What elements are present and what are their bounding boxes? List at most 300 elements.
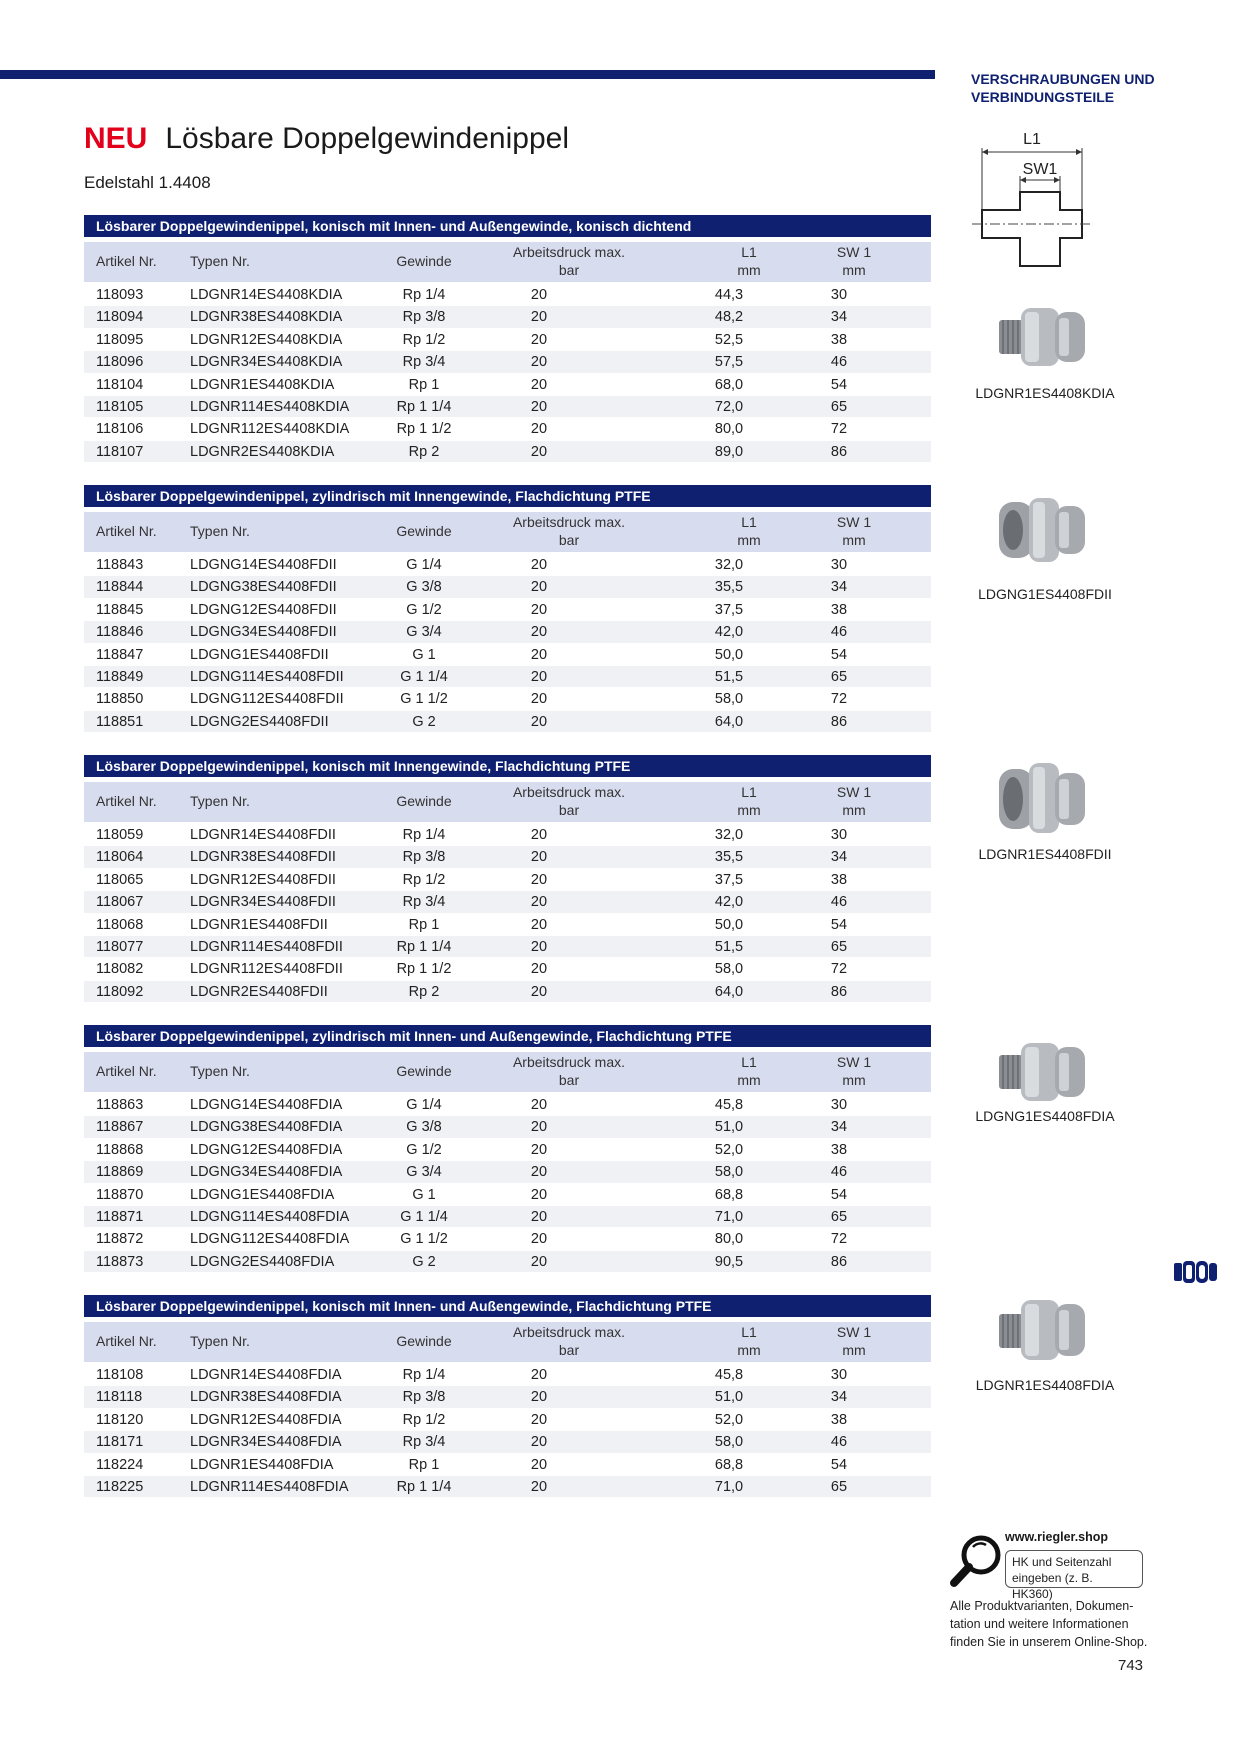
l1-cell: 68,0 <box>714 376 744 393</box>
typen-cell: LDGNR14ES4408FDII <box>190 827 336 843</box>
l1-cell: 44,3 <box>714 287 744 303</box>
col-gewinde: Gewinde <box>396 253 452 269</box>
section-header: Lösbarer Doppelgewindenippel, zylindrisch mit Innengewinde, Flachdichtung PTFE <box>84 485 931 507</box>
typen-cell: LDGNR114ES4408FDII <box>190 938 343 955</box>
sw-cell: 72 <box>830 691 848 708</box>
gewinde-cell: Rp 2 <box>408 983 440 1000</box>
table-row <box>84 1386 931 1408</box>
table-section-3 <box>84 755 931 1003</box>
sw-cell: 54 <box>830 376 848 393</box>
artikel-cell: 118871 <box>96 1208 144 1225</box>
druck-cell: 20 <box>530 1097 548 1113</box>
sw-cell: 30 <box>830 1367 848 1383</box>
druck-cell: 20 <box>530 624 548 641</box>
artikel-cell: 118094 <box>96 309 144 326</box>
l1-cell: 58,0 <box>714 1164 744 1181</box>
gewinde-cell: Rp 1/4 <box>402 827 446 843</box>
sw-cell: 38 <box>830 871 848 888</box>
typen-cell: LDGNG1ES4408FDIA <box>190 1186 335 1203</box>
col-typen: Typen Nr. <box>190 1063 250 1079</box>
sw-cell: 46 <box>830 1164 848 1181</box>
product-label-1: LDGNR1ES4408KDIA <box>975 385 1115 401</box>
gewinde-cell: Rp 2 <box>408 443 440 460</box>
product-label-5: LDGNR1ES4408FDIA <box>975 1377 1115 1393</box>
table-row <box>84 1431 931 1453</box>
shop-url[interactable]: www.riegler.shop <box>1005 1530 1109 1544</box>
druck-cell: 20 <box>530 1389 548 1406</box>
table-row <box>84 396 931 418</box>
col-sw-unit: mm <box>842 1342 866 1358</box>
column-header-row <box>84 782 931 822</box>
fitting-photo <box>995 757 1091 839</box>
sw-cell: 30 <box>830 827 848 843</box>
shop-hint-line-1: HK und Seitenzahl <box>1012 1555 1112 1569</box>
table-row <box>84 1251 931 1273</box>
typen-cell: LDGNG34ES4408FDIA <box>190 1164 343 1181</box>
artikel-cell: 118095 <box>96 331 144 348</box>
typen-cell: LDGNG112ES4408FDIA <box>190 1231 350 1248</box>
artikel-cell: 118104 <box>96 376 144 393</box>
page-title <box>84 122 569 162</box>
typen-cell: LDGNR114ES4408FDIA <box>190 1478 349 1495</box>
col-l1-unit: mm <box>737 802 761 818</box>
col-druck: Arbeitsdruck max. <box>512 1324 626 1340</box>
gewinde-cell: G 1 <box>412 646 436 663</box>
shop-note <box>950 1597 1160 1651</box>
col-l1: L1 <box>741 514 757 530</box>
druck-cell: 20 <box>530 1119 548 1136</box>
magnifier-icon <box>948 1533 1004 1589</box>
sw-cell: 65 <box>830 668 848 685</box>
l1-cell: 72,0 <box>714 398 744 415</box>
table-row <box>84 1116 931 1138</box>
table-row <box>84 1161 931 1183</box>
druck-cell: 20 <box>530 309 548 326</box>
artikel-cell: 118863 <box>96 1097 144 1113</box>
gewinde-cell: Rp 1/4 <box>402 287 446 303</box>
sw-cell: 46 <box>830 354 848 371</box>
table-row <box>84 1364 931 1386</box>
gewinde-cell: Rp 3/4 <box>402 1434 446 1451</box>
table-row <box>84 284 931 306</box>
col-l1: L1 <box>741 1054 757 1070</box>
sw-cell: 54 <box>830 646 848 663</box>
gewinde-cell: G 1/4 <box>406 557 442 573</box>
gewinde-cell: G 1 1/2 <box>400 691 448 708</box>
l1-cell: 52,0 <box>714 1141 744 1158</box>
typen-cell: LDGNR2ES4408FDII <box>190 983 328 1000</box>
l1-cell: 89,0 <box>714 443 744 460</box>
col-sw: SW 1 <box>836 244 872 260</box>
druck-cell: 20 <box>530 557 548 573</box>
shop-note-line-3: finden Sie in unserem Online-Shop. <box>950 1635 1148 1649</box>
druck-cell: 20 <box>530 421 548 438</box>
fitting-photo <box>995 300 1091 372</box>
typen-cell: LDGNR38ES4408FDIA <box>190 1389 342 1406</box>
druck-cell: 20 <box>530 579 548 596</box>
l1-cell: 42,0 <box>714 624 744 641</box>
col-typen: Typen Nr. <box>190 253 250 269</box>
col-l1-unit: mm <box>737 262 761 278</box>
gewinde-cell: Rp 1 1/4 <box>396 1478 452 1495</box>
table-row <box>84 441 931 463</box>
table-row <box>84 914 931 936</box>
fitting-diagram <box>970 128 1095 270</box>
sw-cell: 34 <box>830 309 848 326</box>
druck-cell: 20 <box>530 1164 548 1181</box>
table-row <box>84 936 931 958</box>
shop-hint-line-2: eingeben (z. B. HK360) <box>1012 1571 1093 1601</box>
typen-cell: LDGNG34ES4408FDII <box>190 624 337 641</box>
col-artikel: Artikel Nr. <box>96 793 157 809</box>
typen-cell: LDGNG2ES4408FDII <box>190 713 329 730</box>
artikel-cell: 118105 <box>96 398 144 415</box>
catalog-tab-icon <box>1174 1260 1218 1284</box>
top-rule <box>0 70 935 79</box>
shop-search-hint <box>1005 1550 1143 1601</box>
sw-cell: 65 <box>830 398 848 415</box>
col-druck-unit: bar <box>558 532 580 548</box>
l1-cell: 42,0 <box>714 894 744 911</box>
sw-cell: 86 <box>830 983 848 1000</box>
l1-cell: 45,8 <box>714 1367 744 1383</box>
l1-cell: 80,0 <box>714 1231 744 1248</box>
druck-cell: 20 <box>530 961 548 978</box>
artikel-cell: 118082 <box>96 961 144 978</box>
l1-cell: 35,5 <box>714 579 744 596</box>
druck-cell: 20 <box>530 827 548 843</box>
gewinde-cell: G 1 1/4 <box>400 668 448 685</box>
artikel-cell: 118849 <box>96 668 144 685</box>
sw-cell: 86 <box>830 1253 848 1270</box>
artikel-cell: 118225 <box>96 1478 144 1495</box>
druck-cell: 20 <box>530 894 548 911</box>
col-druck-unit: bar <box>558 1072 580 1088</box>
typen-cell: LDGNR14ES4408KDIA <box>190 287 343 303</box>
gewinde-cell: Rp 1 1/4 <box>396 398 452 415</box>
table-row <box>84 1454 931 1476</box>
table-row <box>84 644 931 666</box>
artikel-cell: 118171 <box>96 1434 144 1451</box>
l1-cell: 64,0 <box>714 983 744 1000</box>
section-header: Lösbarer Doppelgewindenippel, konisch mit Innen- und Außengewinde, Flachdichtung PTFE <box>84 1295 931 1317</box>
artikel-cell: 118870 <box>96 1186 144 1203</box>
product-label-4: LDGNG1ES4408FDIA <box>975 1108 1115 1124</box>
sw-cell: 38 <box>830 1141 848 1158</box>
l1-cell: 68,8 <box>714 1186 744 1203</box>
table-row <box>84 621 931 643</box>
druck-cell: 20 <box>530 849 548 866</box>
artikel-cell: 118065 <box>96 871 144 888</box>
gewinde-cell: Rp 1 1/2 <box>396 961 452 978</box>
gewinde-cell: G 1/2 <box>406 1141 442 1158</box>
l1-cell: 52,0 <box>714 1411 744 1428</box>
druck-cell: 20 <box>530 1434 548 1451</box>
gewinde-cell: G 3/8 <box>406 1119 442 1136</box>
page-number: 743 <box>1118 1657 1144 1674</box>
table-row <box>84 846 931 868</box>
l1-cell: 52,5 <box>714 331 744 348</box>
gewinde-cell: Rp 1/2 <box>402 1411 446 1428</box>
typen-cell: LDGNR34ES4408KDIA <box>190 354 343 371</box>
col-druck: Arbeitsdruck max. <box>512 514 626 530</box>
druck-cell: 20 <box>530 916 548 933</box>
fitting-photo <box>995 1035 1091 1107</box>
col-druck-unit: bar <box>558 262 580 278</box>
gewinde-cell: Rp 3/8 <box>402 1389 446 1406</box>
artikel-cell: 118068 <box>96 916 144 933</box>
col-l1: L1 <box>741 244 757 260</box>
l1-cell: 32,0 <box>714 557 744 573</box>
typen-cell: LDGNR34ES4408FDII <box>190 894 336 911</box>
gewinde-cell: G 1 1/2 <box>400 1231 448 1248</box>
sw-cell: 38 <box>830 601 848 618</box>
shop-note-line-1: Alle Produktvarianten, Dokumen- <box>950 1599 1134 1613</box>
artikel-cell: 118850 <box>96 691 144 708</box>
typen-cell: LDGNR1ES4408KDIA <box>190 376 335 393</box>
section-header: Lösbarer Doppelgewindenippel, zylindrisch mit Innen- und Außengewinde, Flachdichtung PTFE <box>84 1025 931 1047</box>
table-row <box>84 666 931 688</box>
shop-note-line-2: tation und weitere Informationen <box>950 1617 1129 1631</box>
gewinde-cell: Rp 1/4 <box>402 1367 446 1383</box>
section-label-line-1: VERSCHRAUBUNGEN UND <box>971 71 1155 87</box>
col-l1: L1 <box>741 1324 757 1340</box>
section-label <box>971 70 1211 106</box>
table-row <box>84 554 931 576</box>
sw-cell: 54 <box>830 1456 848 1473</box>
typen-cell: LDGNG1ES4408FDII <box>190 646 329 663</box>
col-sw-unit: mm <box>842 532 866 548</box>
artikel-cell: 118867 <box>96 1119 144 1136</box>
col-sw: SW 1 <box>836 1054 872 1070</box>
druck-cell: 20 <box>530 691 548 708</box>
sw-cell: 46 <box>830 894 848 911</box>
table-body <box>84 1094 931 1273</box>
l1-cell: 51,5 <box>714 938 744 955</box>
typen-cell: LDGNG112ES4408FDII <box>190 691 344 708</box>
page-subtitle: Edelstahl 1.4408 <box>84 173 211 192</box>
table-row <box>84 688 931 710</box>
col-gewinde: Gewinde <box>396 1063 452 1079</box>
druck-cell: 20 <box>530 668 548 685</box>
gewinde-cell: G 2 <box>412 1253 436 1270</box>
typen-cell: LDGNR38ES4408FDII <box>190 849 336 866</box>
typen-cell: LDGNR114ES4408KDIA <box>190 398 350 415</box>
gewinde-cell: G 1/2 <box>406 601 442 618</box>
col-l1-unit: mm <box>737 1072 761 1088</box>
gewinde-cell: G 1 1/4 <box>400 1208 448 1225</box>
table-row <box>84 1476 931 1498</box>
col-druck-unit: bar <box>558 1342 580 1358</box>
table-row <box>84 958 931 980</box>
artikel-cell: 118869 <box>96 1164 144 1181</box>
sw-cell: 34 <box>830 579 848 596</box>
col-artikel: Artikel Nr. <box>96 253 157 269</box>
typen-cell: LDGNG12ES4408FDII <box>190 601 337 618</box>
sw-cell: 72 <box>830 961 848 978</box>
column-header-row <box>84 512 931 552</box>
sw-cell: 38 <box>830 331 848 348</box>
gewinde-cell: Rp 1 1/2 <box>396 421 452 438</box>
fitting-photo <box>995 1292 1091 1366</box>
col-druck: Arbeitsdruck max. <box>512 784 626 800</box>
typen-cell: LDGNR2ES4408KDIA <box>190 443 335 460</box>
artikel-cell: 118844 <box>96 579 144 596</box>
gewinde-cell: Rp 3/8 <box>402 849 446 866</box>
col-sw: SW 1 <box>836 1324 872 1340</box>
druck-cell: 20 <box>530 713 548 730</box>
typen-cell: LDGNR112ES4408FDII <box>190 961 343 978</box>
table-section-1 <box>84 215 931 463</box>
table-body <box>84 1364 931 1498</box>
typen-cell: LDGNG38ES4408FDII <box>190 579 337 596</box>
table-row <box>84 1139 931 1161</box>
typen-cell: LDGNR1ES4408FDIA <box>190 1456 334 1473</box>
typen-cell: LDGNG114ES4408FDIA <box>190 1208 350 1225</box>
diagram-l1-label: L1 <box>1023 131 1041 148</box>
druck-cell: 20 <box>530 1208 548 1225</box>
l1-cell: 68,8 <box>714 1456 744 1473</box>
l1-cell: 50,0 <box>714 916 744 933</box>
table-row <box>84 329 931 351</box>
table-row <box>84 599 931 621</box>
artikel-cell: 118845 <box>96 601 144 618</box>
table-row <box>84 351 931 373</box>
col-artikel: Artikel Nr. <box>96 523 157 539</box>
table-row <box>84 1409 931 1431</box>
artikel-cell: 118120 <box>96 1411 144 1428</box>
gewinde-cell: Rp 1 1/4 <box>396 938 452 955</box>
typen-cell: LDGNR1ES4408FDII <box>190 916 328 933</box>
table-row <box>84 869 931 891</box>
l1-cell: 35,5 <box>714 849 744 866</box>
artikel-cell: 118846 <box>96 624 144 641</box>
druck-cell: 20 <box>530 287 548 303</box>
typen-cell: LDGNR12ES4408FDII <box>190 871 336 888</box>
l1-cell: 58,0 <box>714 1434 744 1451</box>
sw-cell: 54 <box>830 916 848 933</box>
sw-cell: 34 <box>830 849 848 866</box>
section-header: Lösbarer Doppelgewindenippel, konisch mit Innengewinde, Flachdichtung PTFE <box>84 755 931 777</box>
l1-cell: 48,2 <box>714 309 744 326</box>
table-row <box>84 1228 931 1250</box>
gewinde-cell: Rp 3/4 <box>402 894 446 911</box>
artikel-cell: 118847 <box>96 646 144 663</box>
sw-cell: 34 <box>830 1119 848 1136</box>
l1-cell: 80,0 <box>714 421 744 438</box>
title-text: Lösbare Doppelgewindenippel <box>165 122 569 155</box>
druck-cell: 20 <box>530 1411 548 1428</box>
sw-cell: 72 <box>830 421 848 438</box>
druck-cell: 20 <box>530 1231 548 1248</box>
l1-cell: 45,8 <box>714 1097 744 1113</box>
gewinde-cell: G 3/8 <box>406 579 442 596</box>
typen-cell: LDGNR112ES4408KDIA <box>190 421 350 438</box>
gewinde-cell: G 1 <box>412 1186 436 1203</box>
l1-cell: 50,0 <box>714 646 744 663</box>
table-body <box>84 824 931 1003</box>
artikel-cell: 118118 <box>96 1389 143 1406</box>
gewinde-cell: G 3/4 <box>406 1164 442 1181</box>
gewinde-cell: Rp 1 <box>408 1456 440 1473</box>
col-sw: SW 1 <box>836 514 872 530</box>
col-druck: Arbeitsdruck max. <box>512 244 626 260</box>
typen-cell: LDGNR12ES4408KDIA <box>190 331 343 348</box>
artikel-cell: 118077 <box>96 938 144 955</box>
table-row <box>84 1206 931 1228</box>
sw-cell: 30 <box>830 557 848 573</box>
col-sw-unit: mm <box>842 802 866 818</box>
column-header-row <box>84 1052 931 1092</box>
druck-cell: 20 <box>530 1478 548 1495</box>
gewinde-cell: G 1/4 <box>406 1097 442 1113</box>
l1-cell: 32,0 <box>714 827 744 843</box>
table-row <box>84 981 931 1003</box>
artikel-cell: 118067 <box>96 894 144 911</box>
gewinde-cell: Rp 3/4 <box>402 354 446 371</box>
l1-cell: 58,0 <box>714 691 744 708</box>
col-typen: Typen Nr. <box>190 523 250 539</box>
artikel-cell: 118096 <box>96 354 144 371</box>
typen-cell: LDGNG2ES4408FDIA <box>190 1253 335 1270</box>
typen-cell: LDGNG38ES4408FDIA <box>190 1119 343 1136</box>
typen-cell: LDGNR14ES4408FDIA <box>190 1367 342 1383</box>
column-header-row <box>84 242 931 282</box>
druck-cell: 20 <box>530 1186 548 1203</box>
artikel-cell: 118064 <box>96 849 144 866</box>
druck-cell: 20 <box>530 443 548 460</box>
l1-cell: 71,0 <box>714 1478 744 1495</box>
artikel-cell: 118843 <box>96 557 144 573</box>
gewinde-cell: Rp 1/2 <box>402 871 446 888</box>
section-label-line-2: VERBINDUNGSTEILE <box>971 89 1115 105</box>
artikel-cell: 118093 <box>96 287 144 303</box>
sw-cell: 46 <box>830 624 848 641</box>
druck-cell: 20 <box>530 1141 548 1158</box>
table-row <box>84 824 931 846</box>
table-body <box>84 554 931 733</box>
typen-cell: LDGNG14ES4408FDII <box>190 557 337 573</box>
typen-cell: LDGNR12ES4408FDIA <box>190 1411 342 1428</box>
l1-cell: 58,0 <box>714 961 744 978</box>
section-header: Lösbarer Doppelgewindenippel, konisch mit Innen- und Außengewinde, konisch dichtend <box>84 215 931 237</box>
sw-cell: 65 <box>830 1208 848 1225</box>
col-gewinde: Gewinde <box>396 793 452 809</box>
col-sw-unit: mm <box>842 1072 866 1088</box>
druck-cell: 20 <box>530 646 548 663</box>
druck-cell: 20 <box>530 1253 548 1270</box>
gewinde-cell: Rp 1/2 <box>402 331 446 348</box>
l1-cell: 51,0 <box>714 1389 744 1406</box>
table-row <box>84 711 931 733</box>
col-typen: Typen Nr. <box>190 1333 250 1349</box>
sw-cell: 72 <box>830 1231 848 1248</box>
diagram-sw1-label: SW1 <box>1022 161 1058 178</box>
druck-cell: 20 <box>530 1367 548 1383</box>
artikel-cell: 118873 <box>96 1253 144 1270</box>
druck-cell: 20 <box>530 983 548 1000</box>
col-l1-unit: mm <box>737 1342 761 1358</box>
sw-cell: 65 <box>830 938 848 955</box>
sw-cell: 46 <box>830 1434 848 1451</box>
typen-cell: LDGNR34ES4408FDIA <box>190 1434 342 1451</box>
col-artikel: Artikel Nr. <box>96 1063 157 1079</box>
table-row <box>84 1184 931 1206</box>
l1-cell: 64,0 <box>714 713 744 730</box>
gewinde-cell: Rp 1 <box>408 376 440 393</box>
l1-cell: 37,5 <box>714 601 744 618</box>
artikel-cell: 118108 <box>96 1367 144 1383</box>
